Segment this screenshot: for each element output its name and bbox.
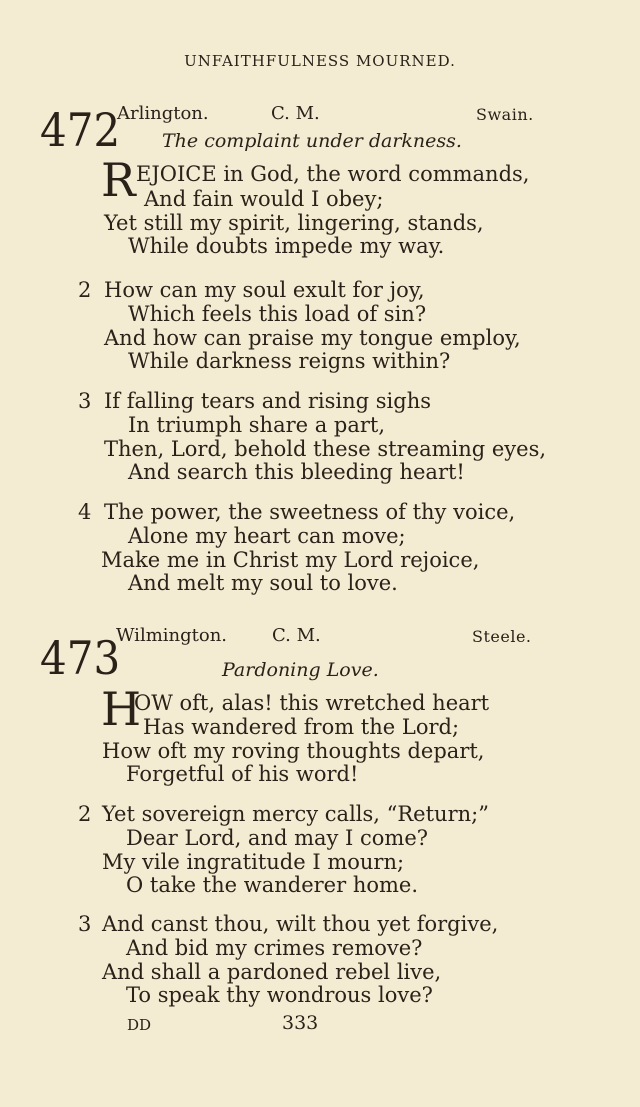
meter: C. M.	[271, 103, 320, 124]
running-header: UNFAITHFULNESS MOURNED.	[184, 52, 456, 70]
verse-line: And shall a pardoned rebel live,	[102, 960, 442, 984]
verse-line: O take the wanderer home.	[126, 873, 419, 897]
verse-number: 3	[78, 912, 92, 936]
signature-mark: DD	[127, 1016, 152, 1034]
verse-number: 4	[78, 500, 92, 524]
tune-name: Wilmington.	[116, 625, 228, 646]
tune-name: Arlington.	[117, 103, 209, 124]
composer: Swain.	[476, 105, 534, 124]
verse-line: How can my soul exult for joy,	[104, 278, 425, 302]
verse-line: EJOICE in God, the word commands,	[136, 162, 530, 186]
verse-line: Alone my heart can move;	[128, 524, 406, 548]
verse-line: My vile ingratitude I mourn;	[102, 850, 405, 874]
page-number: 333	[282, 1012, 319, 1034]
verse-line: Yet still my spirit, lingering, stands,	[104, 211, 484, 235]
verse-line: And melt my soul to love.	[128, 571, 398, 595]
verse-line: If falling tears and rising sighs	[104, 389, 431, 413]
verse-line: While doubts impede my way.	[128, 234, 445, 258]
verse-line: Dear Lord, and may I come?	[126, 826, 429, 850]
verse-number: 2	[78, 802, 92, 826]
verse-line: In triumph share a part,	[128, 413, 386, 437]
composer: Steele.	[472, 627, 532, 646]
hymn-subtitle: Pardoning Love.	[222, 659, 379, 681]
hymn-number: 473	[40, 632, 121, 685]
verse-line: Then, Lord, behold these streaming eyes,	[104, 437, 547, 461]
verse-line: And fain would I obey;	[144, 187, 384, 211]
verse-line: And bid my crimes remove?	[126, 936, 423, 960]
verse-number: 3	[78, 389, 92, 413]
hymn-number: 472	[40, 104, 121, 157]
verse-line: While darkness reigns within?	[128, 349, 451, 373]
verse-line: And how can praise my tongue employ,	[104, 326, 521, 350]
verse-line: OW oft, alas! this wretched heart	[134, 691, 490, 715]
verse-line: Which feels this load of sin?	[128, 302, 427, 326]
hymn-subtitle: The complaint under darkness.	[162, 130, 462, 152]
verse-line: Yet sovereign mercy calls, “Return;”	[102, 802, 489, 826]
verse-line: Has wandered from the Lord;	[143, 715, 460, 739]
verse-number: 2	[78, 278, 92, 302]
verse-line: Make me in Christ my Lord rejoice,	[101, 548, 480, 572]
verse-line: How oft my roving thoughts depart,	[102, 739, 485, 763]
verse-line: And canst thou, wilt thou yet forgive,	[102, 912, 499, 936]
verse-line: To speak thy wondrous love?	[126, 983, 433, 1007]
verse-line: And search this bleeding heart!	[128, 460, 465, 484]
verse-line: The power, the sweetness of thy voice,	[104, 500, 516, 524]
drop-cap: R	[101, 153, 136, 207]
meter: C. M.	[272, 625, 321, 646]
verse-line: Forgetful of his word!	[126, 762, 359, 786]
drop-cap: H	[101, 682, 142, 736]
